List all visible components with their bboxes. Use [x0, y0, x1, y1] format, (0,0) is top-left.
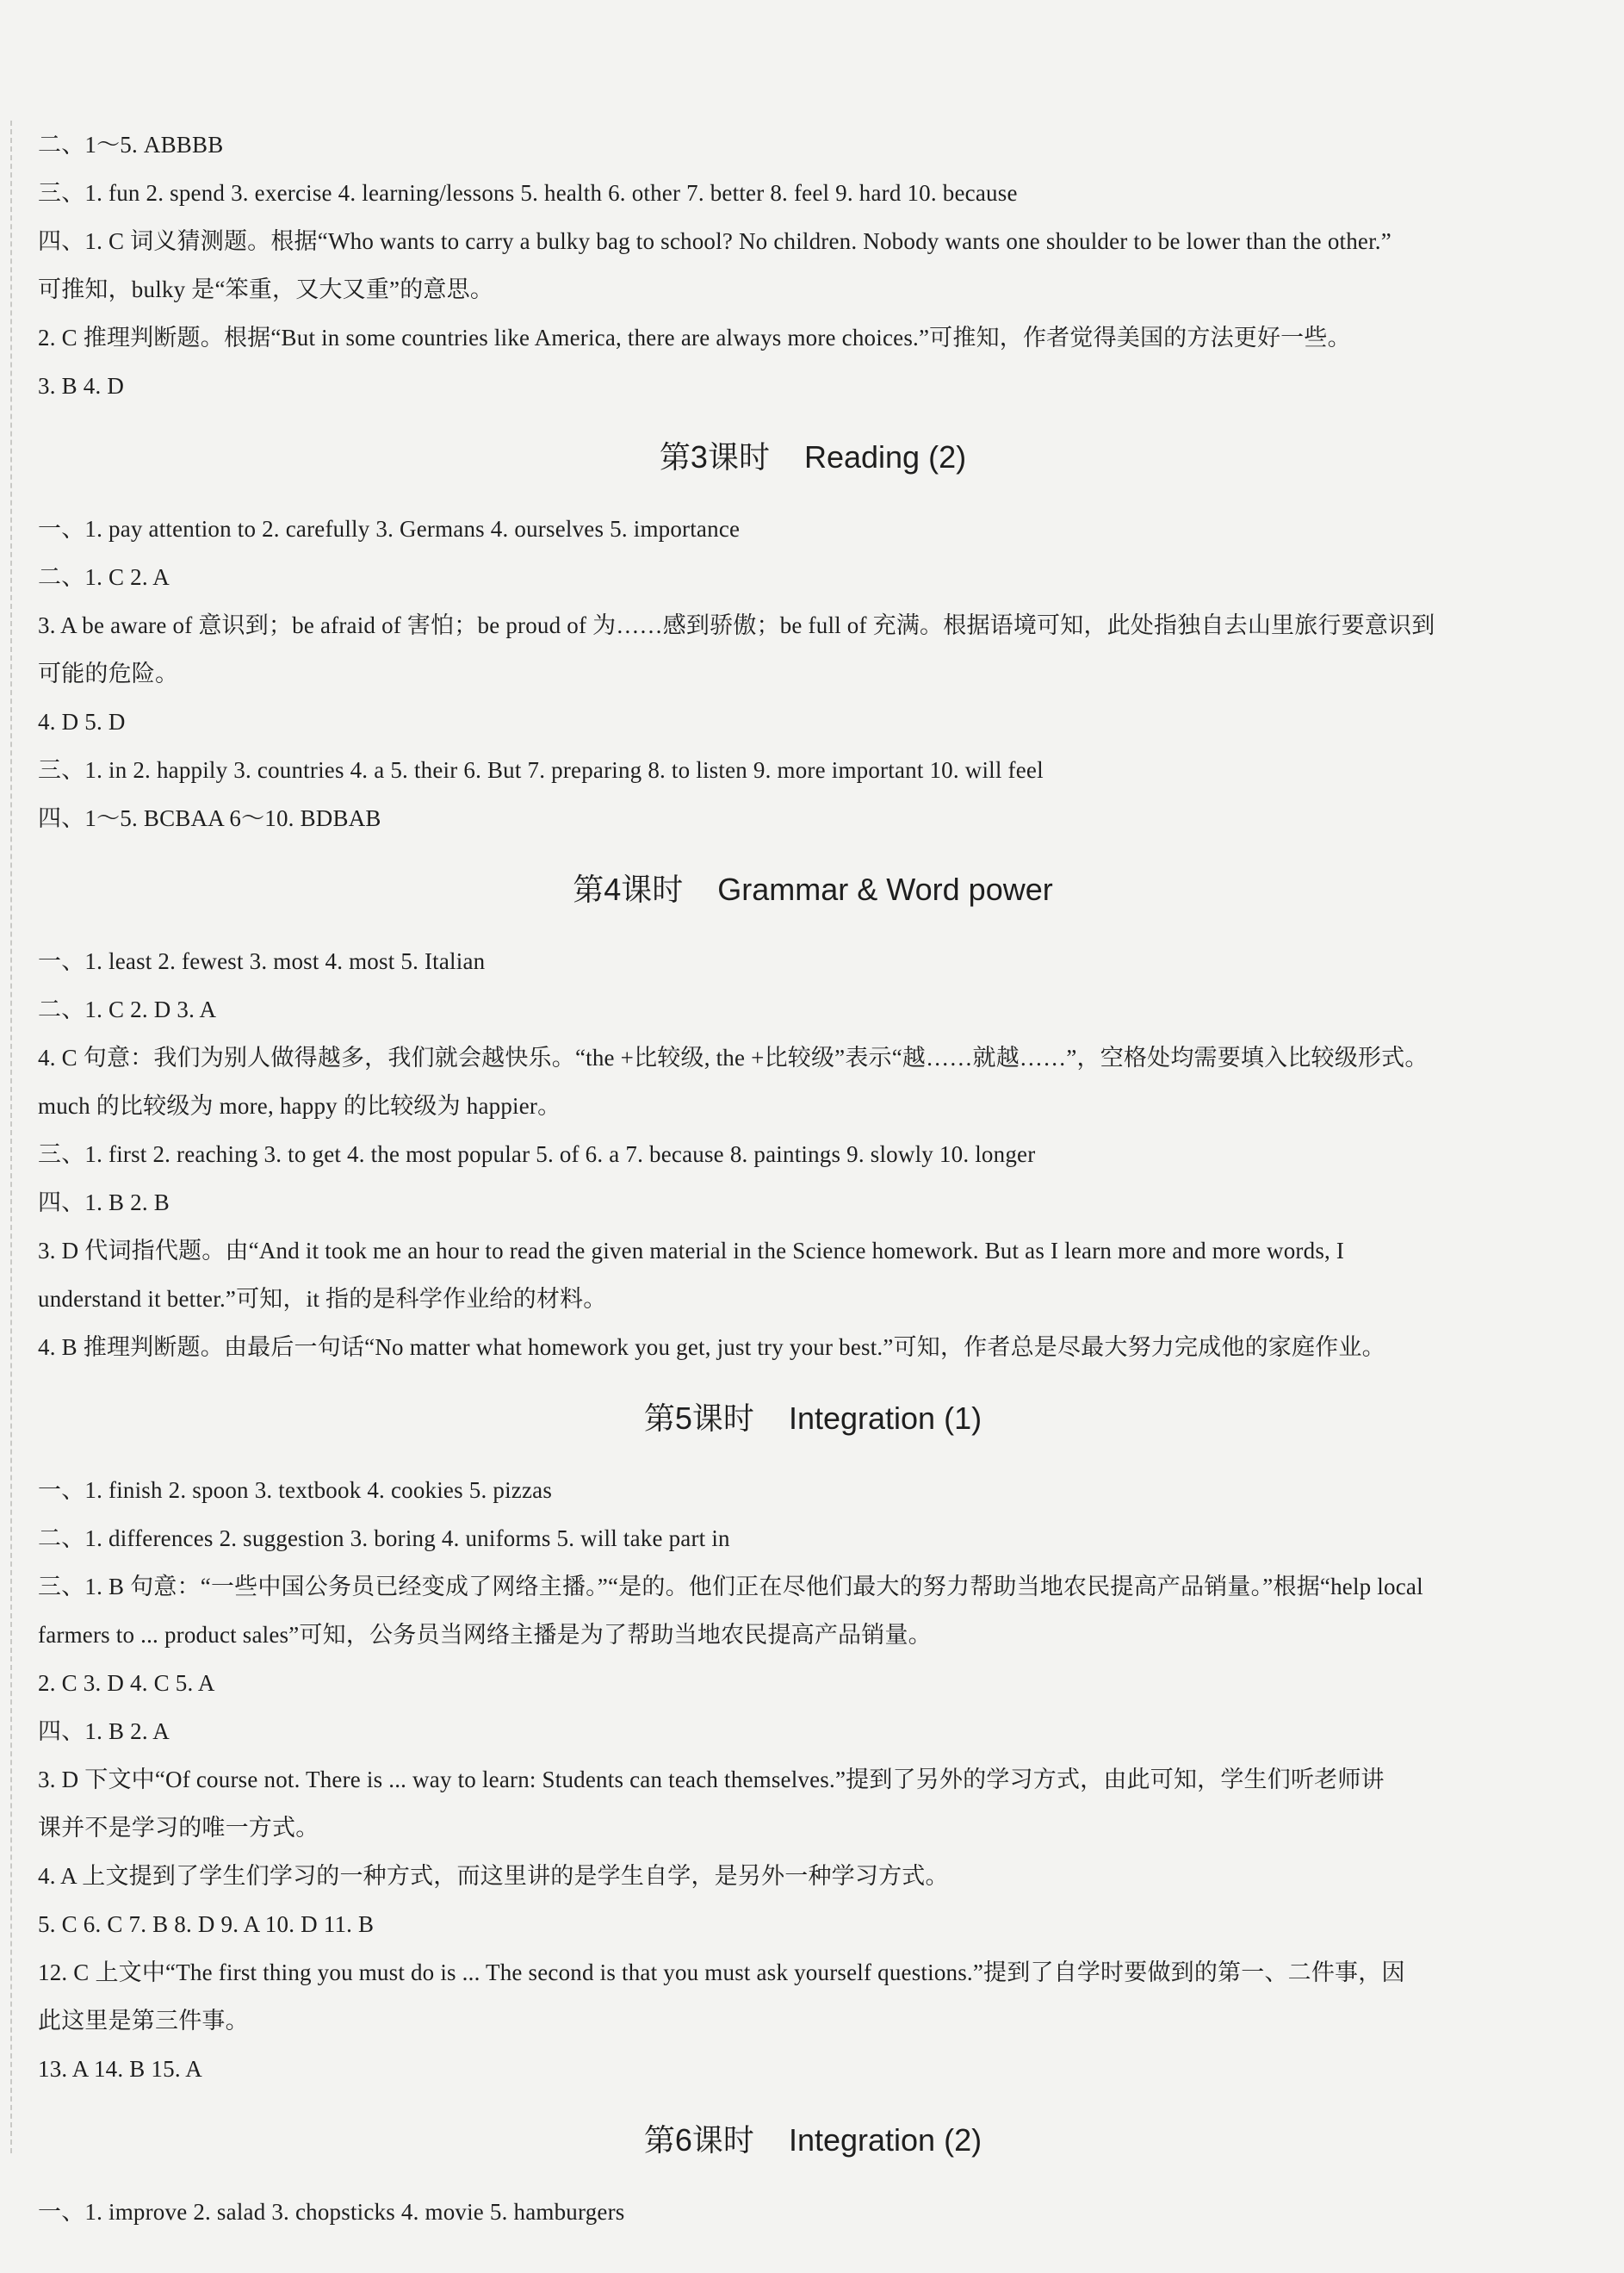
lesson-number: 第6课时: [643, 2122, 754, 2158]
answer-line: 一、1. improve 2. salad 3. chopsticks 4. movie 5. hamburgers: [38, 2199, 625, 2225]
answer-line: much 的比较级为 more, happy 的比较级为 happier。: [38, 1093, 561, 1119]
lesson-heading: [38, 410, 1588, 505]
lesson-6-answers: [38, 2188, 1588, 2236]
answer-line: 4. C 句意：我们为别人做得越多，我们就会越快乐。“the +比较级, the +比较级”表示“越……就越……”，空格处均需要填入比较级形式。: [38, 1045, 1429, 1071]
answer-line: 一、1. least 2. fewest 3. most 4. most 5. Italian: [38, 948, 486, 974]
lesson-number: 第5课时: [643, 1400, 754, 1436]
lesson-title: Integration (1): [788, 1400, 982, 1436]
answer-line: 3. D 下文中“Of course not. There is ... way to learn: Students can teach themselves.”提到了另外的学习方式，由此可知，学生们听老师讲: [38, 1767, 1385, 1792]
lesson-heading: [38, 1371, 1588, 1466]
answer-line: 四、1～5. BCBAA 6～10. BDBAB: [38, 805, 381, 831]
answer-line: 二、1～5. ABBBB: [38, 132, 224, 158]
answer-line: 二、1. C 2. D 3. A: [38, 997, 217, 1022]
answer-line: 四、1. B 2. B: [38, 1189, 170, 1215]
page-margin-line: [10, 121, 12, 2153]
lesson-title: Integration (2): [788, 2122, 982, 2158]
section-top: [38, 121, 1588, 410]
lesson-3-answers: [38, 505, 1588, 842]
lesson-heading: [38, 2093, 1588, 2188]
answer-line: 一、1. pay attention to 2. carefully 3. Germans 4. ourselves 5. importance: [38, 516, 741, 542]
lesson-heading: [38, 842, 1588, 937]
answer-line: 二、1. C 2. A: [38, 564, 170, 590]
lesson-number: 第3课时: [659, 439, 770, 475]
lesson-5-answers: [38, 1466, 1588, 2093]
answer-line: 三、1. in 2. happily 3. countries 4. a 5. their 6. But 7. preparing 8. to listen 9. more important 10. will feel: [38, 757, 1044, 783]
answer-line: 12. C 上文中“The first thing you must do is ... The second is that you must ask yourself questions.”提到了自学时要做到的第一、二件事，因: [38, 1959, 1405, 1985]
answer-line: 2. C 3. D 4. C 5. A: [38, 1670, 215, 1696]
answer-line: 课并不是学习的唯一方式。: [38, 1815, 319, 1841]
lesson-title: Grammar & Word power: [717, 872, 1053, 907]
answer-line: 2. C 推理判断题。根据“But in some countries like America, there are always more choices.”可推知，作者觉得美国的方法更好一些。: [38, 325, 1351, 351]
answer-line: farmers to ... product sales”可知，公务员当网络主播是为了帮助当地农民提高产品销量。: [38, 1622, 932, 1648]
answer-line: 13. A 14. B 15. A: [38, 2056, 202, 2082]
answer-line: 三、1. fun 2. spend 3. exercise 4. learning/lessons 5. health 6. other 7. better 8. feel 9. hard 10. because: [38, 180, 1018, 206]
answer-line: 此这里是第三件事。: [38, 2008, 249, 2034]
answer-line: understand it better.”可知，it 指的是科学作业给的材料。: [38, 1286, 607, 1312]
lesson-number: 第4课时: [573, 872, 684, 907]
answer-line: 4. A 上文提到了学生们学习的一种方式，而这里讲的是学生自学，是另外一种学习方式。: [38, 1863, 949, 1889]
answer-key-page: [38, 121, 1588, 2236]
answer-line: 四、1. B 2. A: [38, 1718, 170, 1744]
answer-line: 3. A be aware of 意识到；be afraid of 害怕；be proud of 为……感到骄傲；be full of 充满。根据语境可知，此处指独自去山里旅行要意识到: [38, 612, 1435, 638]
lesson-title: Reading (2): [803, 439, 967, 475]
answer-line: 4. D 5. D: [38, 709, 126, 735]
answer-line: 四、1. C 词义猜测题。根据“Who wants to carry a bulky bag to school? No children. Nobody wants one shoulder to be lower than the other.”: [38, 228, 1392, 254]
answer-line: 三、1. first 2. reaching 3. to get 4. the most popular 5. of 6. a 7. because 8. paintings 9. slowly 10. longer: [38, 1141, 1036, 1167]
lesson-4-answers: [38, 937, 1588, 1371]
answer-line: 可推知，bulky 是“笨重，又大又重”的意思。: [38, 276, 494, 302]
answer-line: 5. C 6. C 7. B 8. D 9. A 10. D 11. B: [38, 1911, 375, 1937]
answer-line: 4. B 推理判断题。由最后一句话“No matter what homework you get, just try your best.”可知，作者总是尽最大努力完成他的家庭作业。: [38, 1334, 1385, 1360]
answer-line: 3. D 代词指代题。由“And it took me an hour to read the given material in the Science homework. But as I learn more and more words, I: [38, 1238, 1345, 1264]
answer-line: 3. B 4. D: [38, 373, 125, 399]
answer-line: 一、1. finish 2. spoon 3. textbook 4. cookies 5. pizzas: [38, 1477, 553, 1503]
answer-line: 三、1. B 句意：“一些中国公务员已经变成了网络主播。”“是的。他们正在尽他们最大的努力帮助当地农民提高产品销量。”根据“help local: [38, 1574, 1423, 1599]
answer-line: 二、1. differences 2. suggestion 3. boring 4. uniforms 5. will take part in: [38, 1525, 730, 1551]
answer-line: 可能的危险。: [38, 661, 179, 686]
